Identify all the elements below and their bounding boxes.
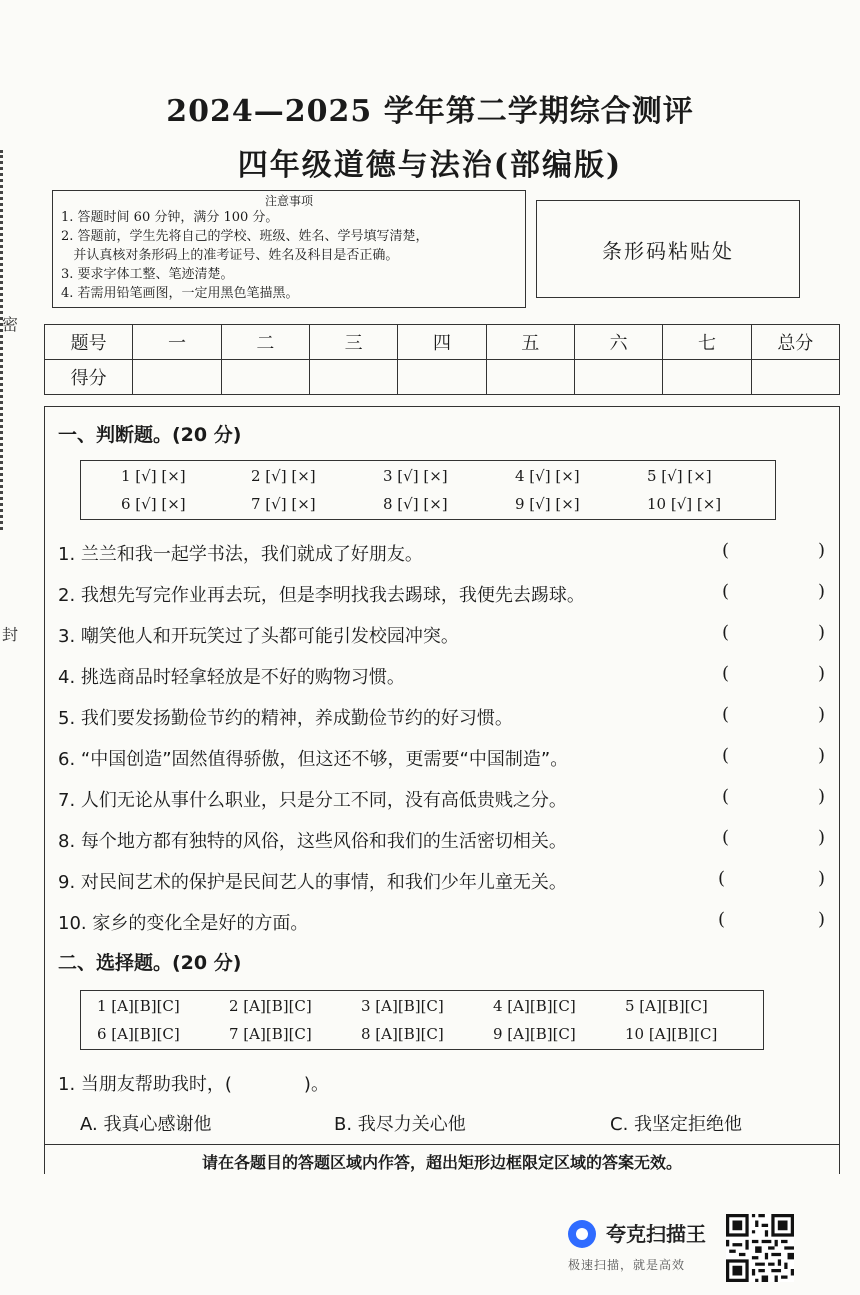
seal-char-1: 密 [2,315,19,334]
choice-answer-option[interactable]: 6 [A][B][C] [97,1025,180,1043]
answer-blank-open[interactable]: ( [722,827,730,848]
score-header-cell: 一 [133,325,221,360]
judge-question: 6. “中国创造”固然值得骄傲，但这还不够，更需要“中国制造”。 [58,749,569,770]
answer-blank-close: ) [818,581,826,602]
choice-option-c[interactable]: C. 我坚定拒绝他 [610,1114,743,1135]
judge-question: 10. 家乡的变化全是好的方面。 [58,913,309,934]
choice-answer-option[interactable]: 1 [A][B][C] [97,997,180,1015]
answer-region-warning: 请在各题目的答题区域内作答，超出矩形边框限定区域的答案无效。 [201,1153,682,1172]
answer-blank-open[interactable]: ( [722,663,730,684]
section1-heading: 一、判断题。(20 分) [58,424,242,446]
judge-answer-option[interactable]: 8 [√] [×] [383,495,448,513]
answer-blank-close: ) [818,786,826,807]
judge-answer-option[interactable]: 6 [√] [×] [121,495,186,513]
choice-question: 1. 当朋友帮助我时，( )。 [58,1074,329,1095]
choice-answer-option[interactable]: 7 [A][B][C] [229,1025,312,1043]
judge-question: 4. 挑选商品时轻拿轻放是不好的购物习惯。 [58,667,405,688]
score-cell [133,360,221,395]
answer-blank-close: ) [818,909,826,930]
score-table-score-row [45,360,840,395]
barcode-area [536,200,800,298]
notice-line: 1. 答题时间 60 分钟，满分 100 分。 [61,210,279,225]
notice-line: 2. 答题前，学生先将自己的学校、班级、姓名、学号填写清楚， [61,229,429,244]
judge-question: 3. 嘲笑他人和开玩笑过了头都可能引发校园冲突。 [58,626,459,647]
judge-question: 5. 我们要发扬勤俭节约的精神，养成勤俭节约的好习惯。 [58,708,513,729]
exam-title: 2024—2025 学年第二学期综合测评 [166,94,694,129]
choice-answer-option[interactable]: 8 [A][B][C] [361,1025,444,1043]
choice-option-a[interactable]: A. 我真心感谢他 [80,1114,212,1135]
score-cell [309,360,397,395]
notice-title: 注意事项 [264,194,313,208]
exam-subtitle: 四年级道德与法治(部编版) [237,148,623,183]
score-cell [663,360,751,395]
section2-answer-sheet [80,990,764,1050]
notice-line: 3. 要求字体工整、笔迹清楚。 [61,267,234,282]
score-header-cell: 五 [486,325,574,360]
score-header-cell: 四 [398,325,486,360]
score-cell [751,360,839,395]
answer-region-bottom-line [44,1144,840,1145]
judge-question: 7. 人们无论从事什么职业，只是分工不同，没有高低贵贱之分。 [58,790,567,811]
score-header-cell: 三 [309,325,397,360]
score-cell [221,360,309,395]
answer-blank-close: ) [818,540,826,561]
score-header-cell: 六 [574,325,662,360]
judge-answer-option[interactable]: 3 [√] [×] [383,467,448,485]
notice-box [52,190,526,308]
seal-char-2: 封 [2,625,19,644]
judge-question: 2. 我想先写完作业再去玩，但是李明找我去踢球，我便先去踢球。 [58,585,585,606]
score-header-cell: 二 [221,325,309,360]
score-cell [486,360,574,395]
section1-answer-sheet [80,460,776,520]
answer-blank-close: ) [818,868,826,889]
scanner-slogan: 极速扫描，就是高效 [568,1258,686,1272]
score-cell [574,360,662,395]
judge-answer-option[interactable]: 9 [√] [×] [515,495,580,513]
barcode-label: 条形码粘贴处 [602,238,734,263]
choice-answer-option[interactable]: 3 [A][B][C] [361,997,444,1015]
judge-question: 8. 每个地方都有独特的风俗，这些风俗和我们的生活密切相关。 [58,831,567,852]
score-header-cell: 总分 [751,325,839,360]
judge-answer-option[interactable]: 5 [√] [×] [647,467,712,485]
answer-blank-open[interactable]: ( [722,786,730,807]
answer-blank-close: ) [818,663,826,684]
answer-blank-close: ) [818,745,826,766]
answer-blank-close: ) [818,827,826,848]
score-row-label: 得分 [45,360,133,395]
judge-answer-option[interactable]: 2 [√] [×] [251,467,316,485]
score-table-header-row [45,325,840,360]
answer-blank-open[interactable]: ( [722,745,730,766]
judge-question: 9. 对民间艺术的保护是民间艺人的事情，和我们少年儿童无关。 [58,872,567,893]
scanner-logo-icon [568,1220,596,1248]
qr-code-icon [726,1214,794,1282]
score-table [44,324,840,395]
choice-answer-option[interactable]: 5 [A][B][C] [625,997,708,1015]
seal-line [0,150,6,530]
answer-blank-open[interactable]: ( [722,622,730,643]
judge-answer-option[interactable]: 7 [√] [×] [251,495,316,513]
answer-blank-open[interactable]: ( [722,540,730,561]
answer-blank-open[interactable]: ( [722,704,730,725]
scanner-brand: 夸克扫描王 [606,1222,706,1246]
score-header-cell: 题号 [45,325,133,360]
choice-answer-option[interactable]: 9 [A][B][C] [493,1025,576,1043]
judge-answer-option[interactable]: 4 [√] [×] [515,467,580,485]
choice-answer-option[interactable]: 2 [A][B][C] [229,997,312,1015]
judge-question: 1. 兰兰和我一起学书法，我们就成了好朋友。 [58,544,423,565]
judge-answer-option[interactable]: 10 [√] [×] [647,495,722,513]
answer-blank-close: ) [818,622,826,643]
score-header-cell: 七 [663,325,751,360]
notice-line: 4. 若需用铅笔画图，一定用黑色笔描黑。 [61,286,299,301]
choice-option-b[interactable]: B. 我尽力关心他 [334,1114,466,1135]
choice-answer-option[interactable]: 10 [A][B][C] [625,1025,718,1043]
answer-blank-close: ) [818,704,826,725]
answer-blank-open[interactable]: ( [718,909,726,930]
notice-line: 并认真核对条形码上的准考证号、姓名及科目是否正确。 [61,248,399,263]
judge-answer-option[interactable]: 1 [√] [×] [121,467,186,485]
score-cell [398,360,486,395]
choice-answer-option[interactable]: 4 [A][B][C] [493,997,576,1015]
answer-blank-open[interactable]: ( [718,868,726,889]
section2-heading: 二、选择题。(20 分) [58,952,242,974]
answer-blank-open[interactable]: ( [722,581,730,602]
